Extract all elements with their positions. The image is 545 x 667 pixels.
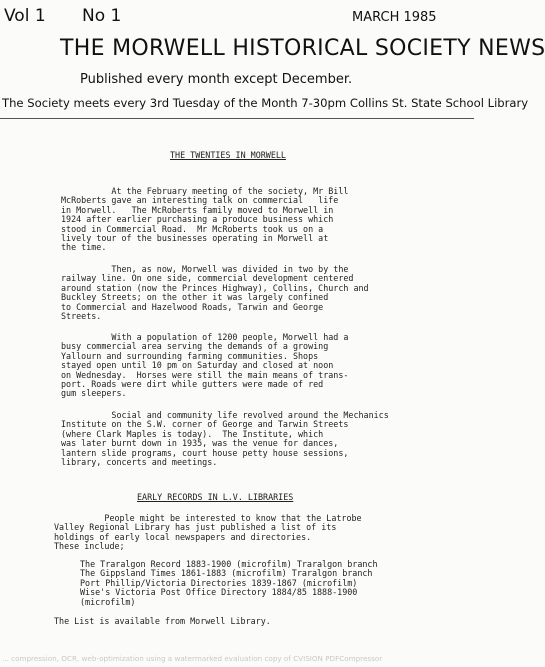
text-line: Buckley Streets; on the other it was largely confined [61, 292, 329, 303]
records-list [80, 560, 378, 607]
text-line: At the February meeting of the society, Mr Bill [61, 186, 349, 196]
text-line: (where Clark Maples is today). The Institute, which [61, 428, 324, 439]
text-line: lantern slide programs, court house petty house sessions, [61, 447, 349, 458]
article-paragraph [61, 333, 348, 399]
meeting-info: The Society meets every 3rd Tuesday of the Month 7-30pm Collins St. State School Library [2, 96, 529, 110]
text-line: Social and community life revolved around the Mechanics [61, 410, 389, 420]
text-line: McRoberts gave an interesting talk on commercial life [61, 195, 339, 206]
text-line: gum sleepers. [61, 388, 127, 399]
text-line: stood in Commercial Road. Mr McRoberts took us on a [61, 223, 324, 234]
text-line: in Morwell. The McRoberts family moved to Morwell in [61, 204, 334, 215]
text-line: 1924 after earlier purchasing a produce business which [61, 214, 334, 225]
text-line: The List is available from Morwell Library. [54, 616, 271, 626]
issue-number: No 1 [82, 6, 122, 26]
watermark-text: ... compression, OCR, web-optimization using a watermarked evaluation copy of CVISION PDFCompressor [2, 654, 383, 663]
text-line: holdings of early local newspapers and directories. [54, 531, 312, 542]
text-line: on Wednesday. Horses were still the main means of trans- [61, 369, 349, 380]
article-paragraph [61, 411, 389, 467]
list-item: The Gippsland Times 1861-1883 (microfilm) Traralgon branch [80, 568, 373, 579]
list-item: (microfilm) [80, 596, 136, 607]
text-line: the time. [61, 242, 107, 253]
list-item: Port Phillip/Victoria Directories 1839-1867 (microfilm) [80, 577, 358, 588]
text-line: Valley Regional Library has just published a list of its [54, 522, 337, 533]
text-line: lively tour of the businesses operating in Morwell at [61, 233, 329, 244]
volume-label: Vol 1 [4, 6, 46, 26]
text-line: railway line. On one side, commercial development centered [61, 273, 354, 284]
issue-date: MARCH 1985 [352, 10, 437, 25]
masthead-divider [0, 118, 474, 119]
list-item: Wise's Victoria Post Office Directory 1884/85 1888-1900 [80, 587, 358, 598]
text-line: Streets. [61, 311, 102, 322]
text-line: busy commercial area serving the demands of a growing [61, 341, 329, 352]
article-paragraph [61, 265, 369, 321]
list-item: The Traralgon Record 1883-1900 (microfilm) Traralgon branch [80, 559, 378, 569]
text-line: With a population of 1200 people, Morwell had a [61, 332, 349, 342]
publication-schedule: Published every month except December. [80, 72, 353, 87]
article-heading-twenties: THE TWENTIES IN MORWELL [170, 150, 286, 160]
article-paragraph [61, 187, 348, 253]
text-line: These include; [54, 541, 125, 552]
text-line: Then, as now, Morwell was divided in two by the [61, 264, 349, 274]
closing-line [54, 617, 271, 626]
article-paragraph [54, 514, 362, 552]
text-line: stayed open until 10 pm on Saturday and closed at noon [61, 360, 334, 371]
text-line: Institute on the S.W. corner of George and Tarwin Streets [61, 419, 349, 430]
article-heading-records: EARLY RECORDS IN L.V. LIBRARIES [137, 492, 294, 502]
text-line: port. Roads were dirt while gutters were made of red [61, 379, 324, 390]
text-line: Yallourn and surrounding farming communities. Shops [61, 350, 319, 361]
text-line: library, concerts and meetings. [61, 457, 218, 468]
text-line: People might be interested to know that the Latrobe [54, 513, 362, 523]
newsletter-title: THE MORWELL HISTORICAL SOCIETY NEWS [60, 36, 545, 61]
text-line: around station (now the Princes Highway), Collins, Church and [61, 282, 369, 293]
text-line: was later burnt down in 1935, was the venue for dances, [61, 438, 339, 449]
text-line: to Commercial and Hazelwood Roads, Tarwin and George [61, 301, 324, 312]
